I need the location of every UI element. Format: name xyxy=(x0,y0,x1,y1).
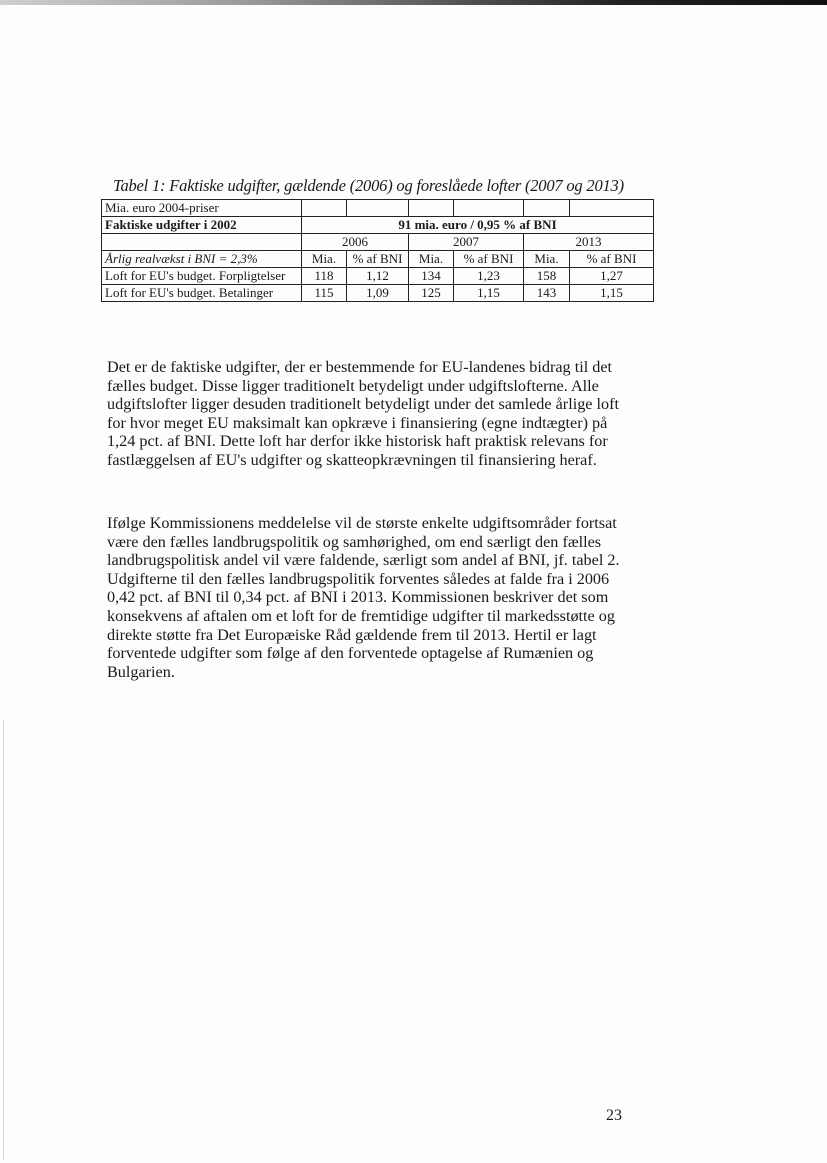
table-cell: 158 xyxy=(524,268,570,285)
actual-label: Faktiske udgifter i 2002 xyxy=(102,217,302,234)
actual-value: 91 mia. euro / 0,95 % af BNI xyxy=(302,217,654,234)
col-header: Mia. xyxy=(524,251,570,268)
budget-table xyxy=(101,199,654,302)
table-cell: 134 xyxy=(409,268,454,285)
row-label: Loft for EU's budget. Betalinger xyxy=(102,285,302,302)
table-row xyxy=(102,200,654,217)
body-paragraph: Det er de faktiske udgifter, der er bestemmende for EU-landenes bidrag til det fælles budget. Disse ligger traditionelt betydeligt under udgiftslofterne. Alle udgiftslofter ligger desuden traditionelt betydeligt under det samlede årlige loft for hvor meget EU maksimalt kan opkræve i finansiering (egne indtægter) på 1,24 pct. af BNI. Dette loft har derfor ikke historisk haft praktisk relevans for fastlæggelsen af EU's udgifter og skatteopkrævningen til finansiering heraf. xyxy=(107,358,620,469)
growth-label: Årlig realvækst i BNI = 2,3% xyxy=(102,251,302,268)
table-row xyxy=(102,268,654,285)
table-cell: 143 xyxy=(524,285,570,302)
page-number: 23 xyxy=(606,1107,622,1124)
col-header: Mia. xyxy=(409,251,454,268)
margin-scan-mark xyxy=(3,720,4,1160)
table-cell: 1,15 xyxy=(454,285,524,302)
table-caption: Tabel 1: Faktiske udgifter, gældende (2006) og foreslåede lofter (2007 og 2013) xyxy=(113,176,624,195)
table-cell: 1,12 xyxy=(347,268,409,285)
table-cell: 125 xyxy=(409,285,454,302)
year-header: 2006 xyxy=(302,234,409,251)
table-row xyxy=(102,234,654,251)
year-header: 2007 xyxy=(409,234,524,251)
top-scan-rule xyxy=(0,0,827,5)
table-cell: 115 xyxy=(302,285,347,302)
table-row xyxy=(102,285,654,302)
table-cell: 1,23 xyxy=(454,268,524,285)
col-header: % af BNI xyxy=(454,251,524,268)
body-paragraph: Ifølge Kommissionens meddelelse vil de største enkelte udgiftsområder fortsat være den fælles landbrugspolitik og samhørighed, om end særligt den fælles landbrugspolitisk andel vil være faldende, særligt som andel af BNI, jf. tabel 2. Udgifterne til den fælles landbrugspolitik forventes således at falde fra i 2006 0,42 pct. af BNI til 0,34 pct. af BNI i 2013. Kommissionen beskriver det som konsekvens af aftalen om et loft for de fremtidige udgifter til markedsstøtte og direkte støtte fra Det Europæiske Råd gældende frem til 2013. Hertil er lagt forventede udgifter som følge af den forventede optagelse af Rumænien og Bulgarien. xyxy=(107,514,620,681)
unit-label: Mia. euro 2004-priser xyxy=(102,200,302,217)
row-label: Loft for EU's budget. Forpligtelser xyxy=(102,268,302,285)
col-header: % af BNI xyxy=(570,251,654,268)
table-cell: 1,09 xyxy=(347,285,409,302)
col-header: Mia. xyxy=(302,251,347,268)
table-cell: 118 xyxy=(302,268,347,285)
table-row xyxy=(102,251,654,268)
year-header: 2013 xyxy=(524,234,654,251)
col-header: % af BNI xyxy=(347,251,409,268)
table-cell: 1,27 xyxy=(570,268,654,285)
table-cell: 1,15 xyxy=(570,285,654,302)
table-row xyxy=(102,217,654,234)
